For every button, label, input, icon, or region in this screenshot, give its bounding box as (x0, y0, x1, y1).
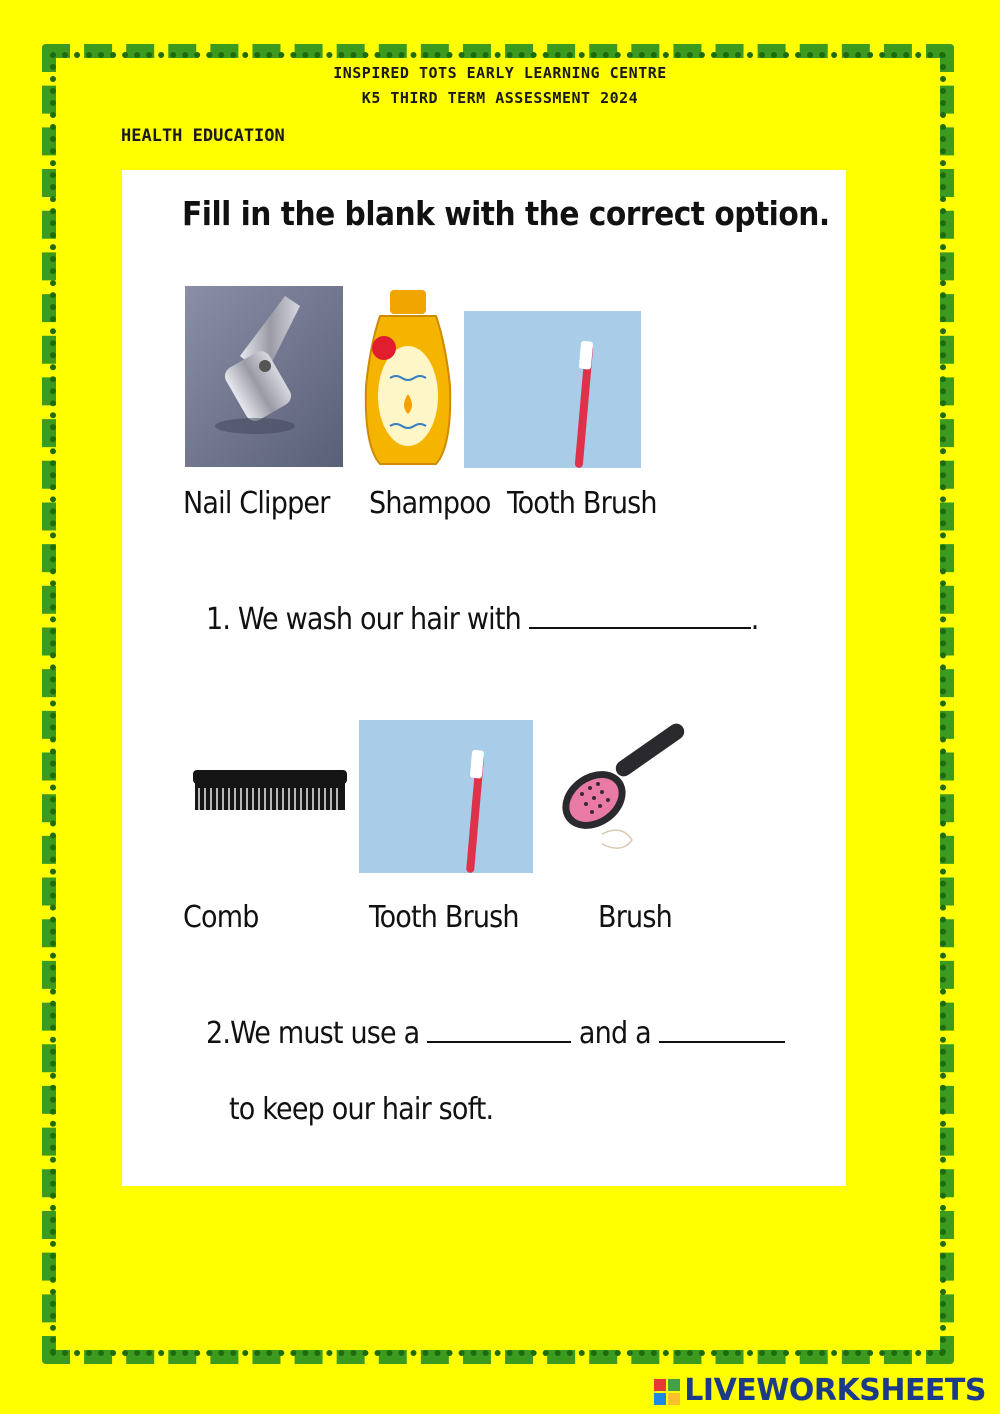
answer-blank-2a[interactable] (427, 1017, 571, 1043)
option-tooth-brush: Tooth Brush (507, 486, 657, 521)
watermark-text: LIVEWORKSHEETS (684, 1373, 986, 1408)
question-2-line-2: to keep our hair soft. (229, 1092, 494, 1127)
liveworksheets-watermark (654, 1373, 986, 1408)
toothbrush-image (464, 311, 641, 468)
answer-blank-2b[interactable] (659, 1017, 785, 1043)
subject-title: HEALTH EDUCATION (121, 126, 285, 146)
shampoo-image (360, 286, 456, 469)
answer-blank-1[interactable] (529, 603, 751, 629)
question-2: 2.We must use a and a (206, 1016, 785, 1051)
worksheet (122, 170, 846, 1186)
question-1: 1. We wash our hair with . (206, 602, 759, 637)
option-comb: Comb (183, 900, 259, 935)
school-name: INSPIRED TOTS EARLY LEARNING CENTRE (333, 64, 667, 82)
option-nail-clipper: Nail Clipper (183, 486, 330, 521)
option-shampoo: Shampoo (369, 486, 491, 521)
liveworksheets-logo-icon (654, 1378, 680, 1404)
comb-image (185, 718, 355, 868)
option-tooth-brush-2: Tooth Brush (369, 900, 519, 935)
option-brush: Brush (598, 900, 672, 935)
toothbrush-image-2 (359, 720, 533, 873)
nail-clipper-image (185, 286, 343, 467)
assessment-title: K5 THIRD TERM ASSESSMENT 2024 (361, 89, 639, 107)
instruction-text: Fill in the blank with the correct option. (182, 194, 830, 233)
hair-brush-image (542, 722, 692, 872)
